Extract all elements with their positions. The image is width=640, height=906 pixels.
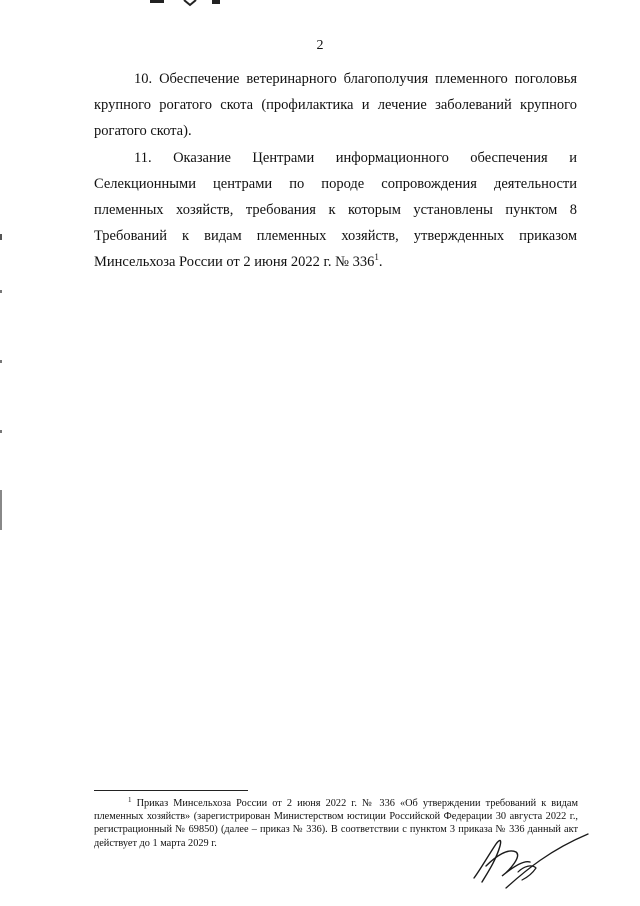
paragraph-11-end: . <box>378 254 383 271</box>
handwritten-signature <box>466 826 596 892</box>
page-number: 2 <box>316 38 324 53</box>
paragraph-10: 10. Обеспечение ветеринарного благополучия племенного поголовья крупного рогатого скота (профилактика и лечение заболеваний крупного рогатого скота). <box>94 71 577 140</box>
footnote-marker: 1 <box>128 796 132 804</box>
footnote-reference[interactable]: 1 <box>374 252 379 263</box>
footnote-separator <box>94 790 248 791</box>
paragraph-11-text: 11. Оказание Центрами информационного обеспечения и Селекционными центрами по породе сопровождения деятельности племенных хозяйств, требования к которым установлены пунктом 8 Требований к видам племенных хозяйств, утвержденных приказом Минсельхоза России от 2 июня 2022 г. № 336 <box>94 149 577 271</box>
scan-margin-marks <box>0 220 6 580</box>
scan-artifact <box>150 0 240 8</box>
paragraph-11 <box>94 145 577 276</box>
body-text <box>94 66 577 276</box>
footnote-text: Приказ Минсельхоза России от 2 июня 2022 г. № 336 «Об утверждении требований к видам племенных хозяйств» (зарегистрирован Министерством юстиции Российской Федерации 30 августа 2022 г., регистрационный № 69850) (далее – приказ № 336). В соответствии с пунктом 3 приказа № 336 данный акт действует до 1 марта 2029 г. <box>94 798 578 849</box>
